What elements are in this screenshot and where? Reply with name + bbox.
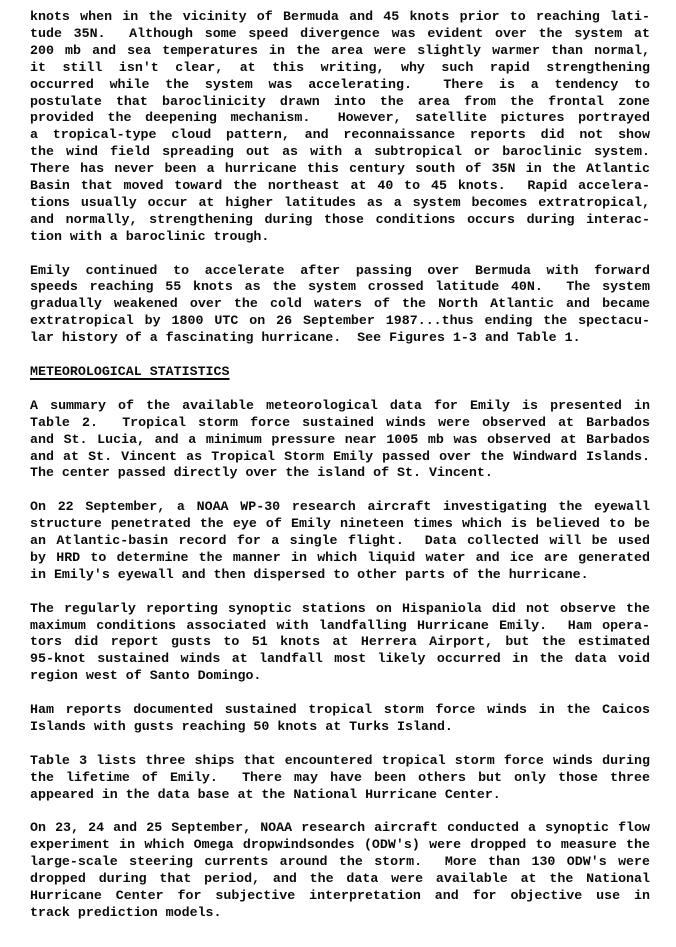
paragraph-odw-experiment <box>30 820 650 921</box>
text-line: On 23, 24 and 25 September, NOAA research aircraft conducted a synoptic flow <box>30 820 650 836</box>
text-line: tion with a baroclinic trough. <box>30 228 270 244</box>
text-line: postulate that baroclinicity drawn into the area from the frontal zone <box>30 93 650 109</box>
text-line: 95-knot sustained winds at landfall most likely occurred in the data void <box>30 651 650 667</box>
section-heading-meteorological-statistics <box>30 364 650 381</box>
text-line: a tropical-type cloud pattern, and reconnaissance reports did not show <box>30 127 650 143</box>
text-line: and normally, strengthening during those conditions occurs during interac- <box>30 211 650 227</box>
text-line: There has never been a hurricane this century south of 35N in the Atlantic <box>30 161 650 177</box>
text-line: Table 3 lists three ships that encountered tropical storm force winds during <box>30 752 650 768</box>
text-line: lar history of a fascinating hurricane. See Figures 1-3 and Table 1. <box>30 330 581 346</box>
text-line: provided the deepening mechanism. However, satellite pictures portrayed <box>30 110 650 126</box>
text-line: the wind field spreading out as with a subtropical or baroclinic system. <box>30 144 650 160</box>
text-line: track prediction models. <box>30 904 222 920</box>
text-line: Ham reports documented sustained tropical storm force winds in the Caicos <box>30 702 650 718</box>
text-line: occurred while the system was accelerating. There is a tendency to <box>30 76 650 92</box>
paragraph-hispaniola-observations <box>30 601 650 686</box>
paragraph-emily-acceleration-discussion <box>30 9 650 246</box>
section-heading-text: METEOROLOGICAL STATISTICS <box>30 364 230 379</box>
text-line: Emily continued to accelerate after passing over Bermuda with forward <box>30 262 650 278</box>
paragraph-caicos-ham-reports <box>30 702 650 736</box>
text-line: region west of Santo Domingo. <box>30 668 262 684</box>
text-line: an Atlantic-basin record for a single flight. Data collected will be used <box>30 533 650 549</box>
text-line: the lifetime of Emily. There may have been others but only those three <box>30 769 650 785</box>
paragraph-ship-reports <box>30 753 650 804</box>
text-line: knots when in the vicinity of Bermuda and 45 knots prior to reaching lati- <box>30 9 650 24</box>
text-line: tude 35N. Although some speed divergence was evident over the system at <box>30 25 650 41</box>
text-line: large-scale steering currents around the storm. More than 130 ODW's were <box>30 854 650 870</box>
text-line: The regularly reporting synoptic stations on Hispaniola did not observe the <box>30 600 650 616</box>
text-line: and at St. Vincent as Tropical Storm Emily passed over the Windward Islands. <box>30 448 650 464</box>
paragraph-meteorological-summary <box>30 398 650 483</box>
paragraph-emily-extratropical <box>30 263 650 348</box>
text-line: The center passed directly over the island of St. Vincent. <box>30 465 493 481</box>
text-line: Islands with gusts reaching 50 knots at Turks Island. <box>30 718 453 734</box>
text-line: On 22 September, a NOAA WP-30 research aircraft investigating the eyewall <box>30 499 650 515</box>
text-line: in Emily's eyewall and then dispersed to other parts of the hurricane. <box>30 566 589 582</box>
text-line: tions usually occur at higher latitudes as a system becomes extratropical, <box>30 194 650 210</box>
text-line: experiment in which Omega dropwindsondes (ODW's) were dropped to measure the <box>30 837 650 853</box>
text-line: structure penetrated the eye of Emily nineteen times which is believed to be <box>30 516 650 532</box>
text-line: by HRD to determine the manner in which liquid water and ice are generated <box>30 549 650 565</box>
text-line: extratropical by 1800 UTC on 26 September 1987...thus ending the spectacu- <box>30 313 650 329</box>
text-line: dropped during that period, and the data were available at the National <box>30 871 650 887</box>
text-line: Basin that moved toward the northeast at 40 to 45 knots. Rapid accelera- <box>30 178 650 194</box>
text-line: 200 mb and sea temperatures in the area were slightly warmer than normal, <box>30 42 650 58</box>
text-line: gradually weakened over the cold waters of the North Atlantic and became <box>30 296 650 312</box>
text-line: tors did report gusts to 51 knots at Herrera Airport, but the estimated <box>30 634 650 650</box>
text-line: maximum conditions associated with landfalling Hurricane Emily. Ham opera- <box>30 617 650 633</box>
text-line: Hurricane Center for subjective interpretation and for objective use in <box>30 888 650 903</box>
text-line: appeared in the data base at the National Hurricane Center. <box>30 786 501 802</box>
text-line: A summary of the available meteorological data for Emily is presented in <box>30 397 650 413</box>
text-line: and St. Lucia, and a minimum pressure near 1005 mb was observed at Barbados <box>30 431 650 447</box>
text-line: Table 2. Tropical storm force sustained winds were observed at Barbados <box>30 414 650 430</box>
text-line: speeds reaching 55 knots as the system crossed latitude 40N. The system <box>30 279 650 295</box>
paragraph-noaa-aircraft-eyewall <box>30 499 650 584</box>
text-line: it still isn't clear, at this writing, why such rapid strengthening <box>30 59 650 75</box>
